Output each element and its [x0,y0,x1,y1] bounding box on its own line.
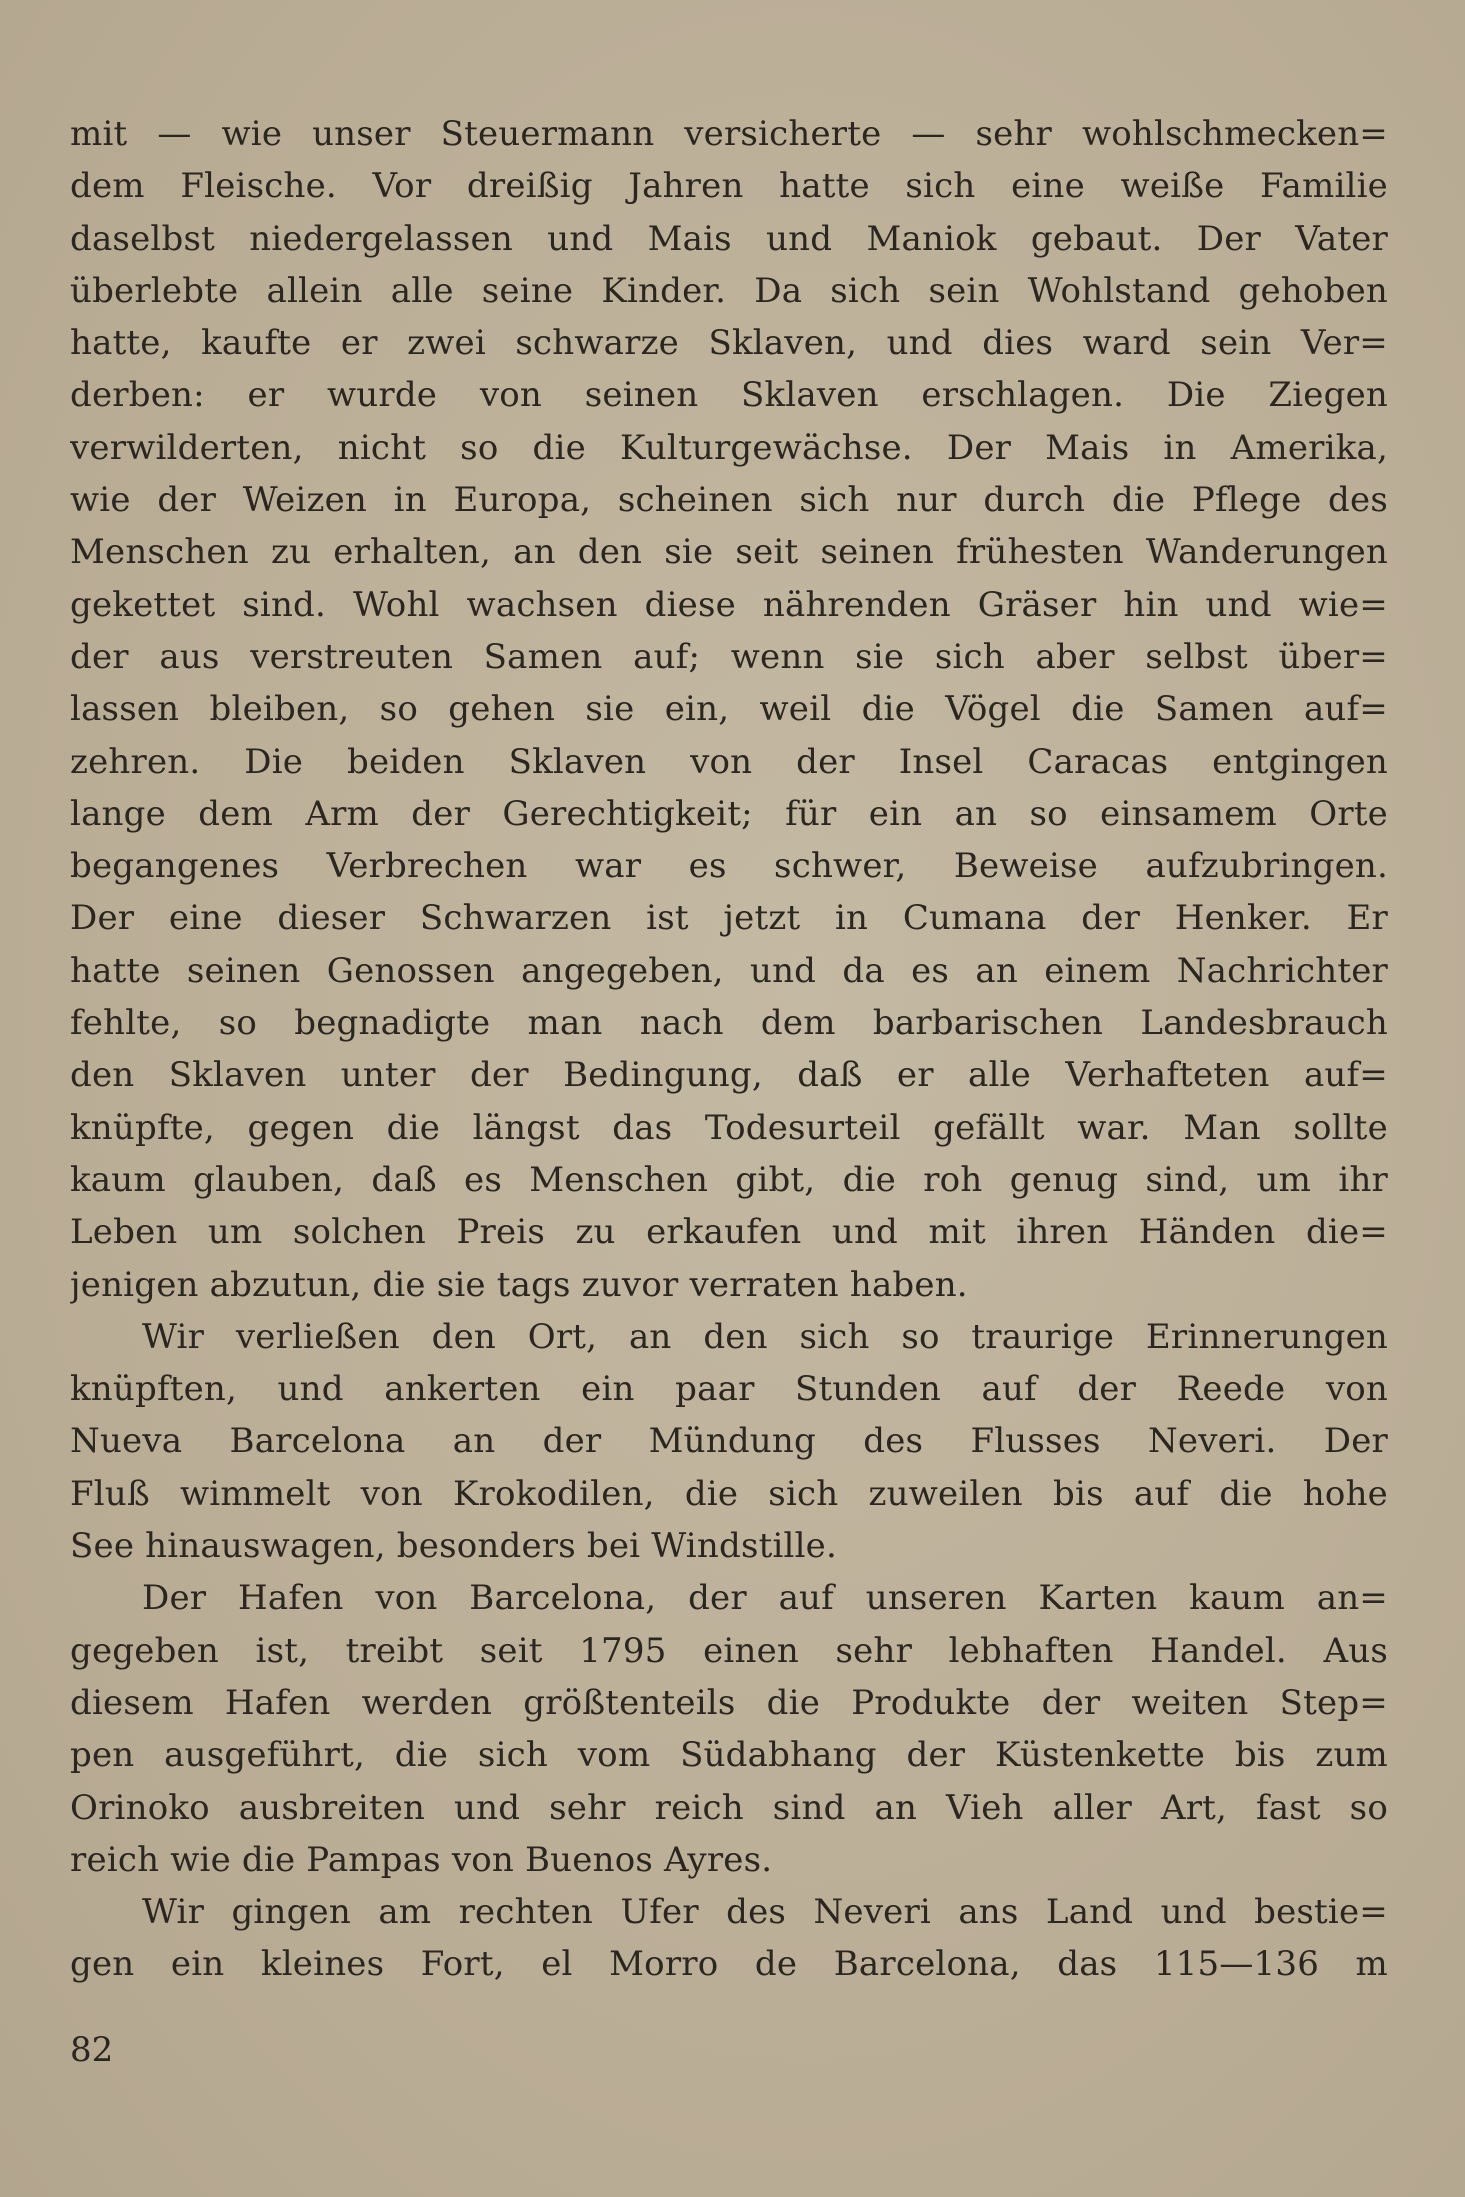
text-line: Der eine dieser Schwarzen ist jetzt in Cumana der Henker. Er [70,898,1388,939]
text-line: der aus verstreuten Samen auf; wenn sie sich aber selbst über= [70,636,1388,677]
text-line: fehlte, so begnadigte man nach dem barbarischen Landesbrauch [70,1003,1388,1044]
text-line: lange dem Arm der Gerechtigkeit; für ein an so einsamem Orte [70,793,1388,834]
text-line: lassen bleiben, so gehen sie ein, weil die Vögel die Samen auf= [70,689,1388,730]
text-line: See hinauswagen, besonders bei Windstille. [70,1526,838,1567]
text-line: Menschen zu erhalten, an den sie seit seinen frühesten Wanderungen [70,532,1388,573]
text-line: Der Hafen von Barcelona, der auf unseren Karten kaum an= [142,1578,1388,1619]
text-line: gekettet sind. Wohl wachsen diese nährenden Gräser hin und wie= [70,584,1388,625]
text-line: gen ein kleines Fort, el Morro de Barcelona, das 115—136 m [70,1944,1388,1985]
text-line: begangenes Verbrechen war es schwer, Beweise aufzubringen. [70,846,1388,887]
page-number: 82 [70,2030,114,2070]
text-line: Wir gingen am rechten Ufer des Neveri ans Land und bestie= [142,1892,1388,1933]
text-line: den Sklaven unter der Bedingung, daß er alle Verhafteten auf= [70,1055,1388,1096]
text-line: Fluß wimmelt von Krokodilen, die sich zuweilen bis auf die hohe [70,1473,1388,1514]
text-line: derben: er wurde von seinen Sklaven erschlagen. Die Ziegen [70,375,1388,416]
text-line: knüpften, und ankerten ein paar Stunden auf der Reede von [70,1369,1388,1410]
text-line: reich wie die Pampas von Buenos Ayres. [70,1839,773,1880]
text-line: überlebte allein alle seine Kinder. Da sich sein Wohlstand gehoben [70,270,1388,311]
body-text [70,108,1388,1991]
text-line: kaum glauben, daß es Menschen gibt, die roh genug sind, um ihr [70,1159,1388,1200]
text-line: dem Fleische. Vor dreißig Jahren hatte sich eine weiße Familie [70,166,1388,207]
text-line: jenigen abzutun, die sie tags zuvor verraten haben. [70,1264,968,1305]
text-line: verwilderten, nicht so die Kulturgewächse. Der Mais in Amerika, [70,427,1388,468]
text-line: hatte, kaufte er zwei schwarze Sklaven, und dies ward sein Ver= [70,323,1388,364]
text-line: Leben um solchen Preis zu erkaufen und mit ihren Händen die= [70,1212,1388,1253]
text-line: mit — wie unser Steuermann versicherte — sehr wohlschmecken= [70,114,1388,154]
text-line: Nueva Barcelona an der Mündung des Flusses Neveri. Der [70,1421,1388,1462]
text-line: wie der Weizen in Europa, scheinen sich nur durch die Pflege des [70,480,1388,521]
text-line: zehren. Die beiden Sklaven von der Insel Caracas entgingen [70,741,1388,782]
text-line: Wir verließen den Ort, an den sich so traurige Erinnerungen [142,1316,1388,1357]
text-line: hatte seinen Genossen angegeben, und da es an einem Nachrichter [70,950,1388,991]
text-line: pen ausgeführt, die sich vom Südabhang der Küstenkette bis zum [70,1735,1388,1776]
text-line: daselbst niedergelassen und Mais und Maniok gebaut. Der Vater [70,218,1388,259]
text-line: diesem Hafen werden größtenteils die Produkte der weiten Step= [70,1682,1388,1723]
text-line: knüpfte, gegen die längst das Todesurteil gefällt war. Man sollte [70,1107,1388,1148]
text-line: gegeben ist, treibt seit 1795 einen sehr lebhaften Handel. Aus [70,1630,1388,1671]
text-line: Orinoko ausbreiten und sehr reich sind an Vieh aller Art, fast so [70,1787,1388,1828]
